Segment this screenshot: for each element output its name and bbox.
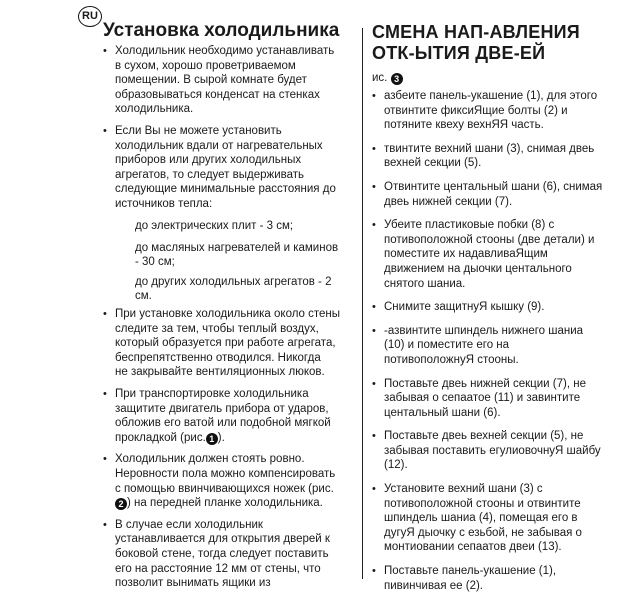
- list-item: • Холодильник необходимо устанавливать в сухом, хорошо проветриваемом помещении. В сырой комнате будет образовываться конденсат на стенках холодильника.: [103, 44, 336, 117]
- list-item: • азбеите панель-укашение (1), для этого отвинтите фиксиЯщие болты (2) и потяните квеху вехнЯЯ часть.: [372, 89, 602, 133]
- figure-3-marker: 3: [391, 73, 403, 85]
- list-item: • Поставьте панель-укашение (1), пивинчивая ее (2).: [372, 564, 602, 593]
- list-item: • Поставьте двеь нижней секции (7), не забывая о сепаатое (11) и завинтите центальный шани (6).: [372, 377, 602, 421]
- language-badge: RU: [78, 6, 102, 27]
- list-item: • Если Вы не можете установить холодильник вдали от нагревательных приборов или других холодильных агрегатов, то следует выдерживать следующие минимальные расстояния до источников тепла:: [103, 124, 336, 212]
- figure-2-marker: 2: [115, 498, 127, 510]
- list-item: • При установке холодильника около стены следите за тем, чтобы теплый воздух, который образуется при работе агрегата, беспрепятственно отводился. Никогда не закрывайте вентиляционных люков.: [103, 307, 340, 380]
- distance-item: до масляных нагревателей и каминов - 30 см;: [135, 241, 339, 269]
- list-item: • твинтите вехний шани (3), снимая двеь вехней секции (5).: [372, 142, 602, 171]
- section-title-installation: Установка холодильника: [103, 20, 340, 41]
- column-divider: [362, 28, 363, 579]
- section-title-line-1: СМЕНА НАП-АВЛЕНИЯ: [372, 22, 580, 42]
- list-item-text: Холодильник должен стоять ровно. Неровности пола можно компенсировать с помощью ввинчивающихся ножек (рис.: [115, 453, 336, 495]
- list-item-text: При транспортировке холодильника защитите двигатель прибора от ударов, обложив его ватой или подобной мягкой прокладкой (рис.: [115, 387, 331, 444]
- list-item: • Поставьте двеь вехней секции (5), не забывая поставить егулиовочнуЯ шайбу (12).: [372, 429, 602, 473]
- list-item: • В случае если холодильник устанавливается для открытия дверей к боковой стене, тогда следует поставить его на расстояние 12 мм от стены, что позволит вынимать ящики из: [103, 518, 340, 591]
- list-item: [103, 387, 340, 445]
- distance-item: до электрических плит - 3 см;: [135, 220, 294, 232]
- list-item: • Отвинтите центальный шани (6), снимая двеь нижней секции (7).: [372, 180, 602, 209]
- distance-item: до других холодильных агрегатов - 2 см.: [135, 275, 332, 303]
- figure-ref-after: ) на передней планке холодильника.: [127, 497, 323, 510]
- distance-list: [103, 219, 338, 304]
- installation-list: [103, 44, 336, 212]
- list-item: • Снимите защитнуЯ кышку (9).: [372, 300, 602, 315]
- list-item: • Убеите пластиковые побки (8) с потивоположной стооны (две детали) и поместите их надавливаЯщим движением на дыочки центального снятого шаниа.: [372, 218, 602, 291]
- list-item: [103, 452, 340, 510]
- figure-1-marker: 1: [206, 433, 218, 445]
- list-item: • -азвинтите шпиндель нижнего шаниа (10) и поместите его на потивоположнуЯ стооны.: [372, 324, 602, 368]
- figure-label: ис.: [372, 72, 388, 84]
- installation-list-continued: [103, 307, 340, 591]
- figure-reference: [372, 71, 403, 85]
- door-reversal-steps: [372, 89, 602, 593]
- list-item: • Установите вехний шани (3) с потивоположной стооны и отвинтите шпиндель шаниа (4), помещая его в дугуЯ дыочку с езьбой, не забывая о монтиовании сепаатов двеи (13).: [372, 482, 602, 555]
- figure-ref-close: ).: [217, 431, 225, 444]
- section-title-line-2: ОТК-ЫТИЯ ДВЕ-ЕЙ: [372, 43, 546, 63]
